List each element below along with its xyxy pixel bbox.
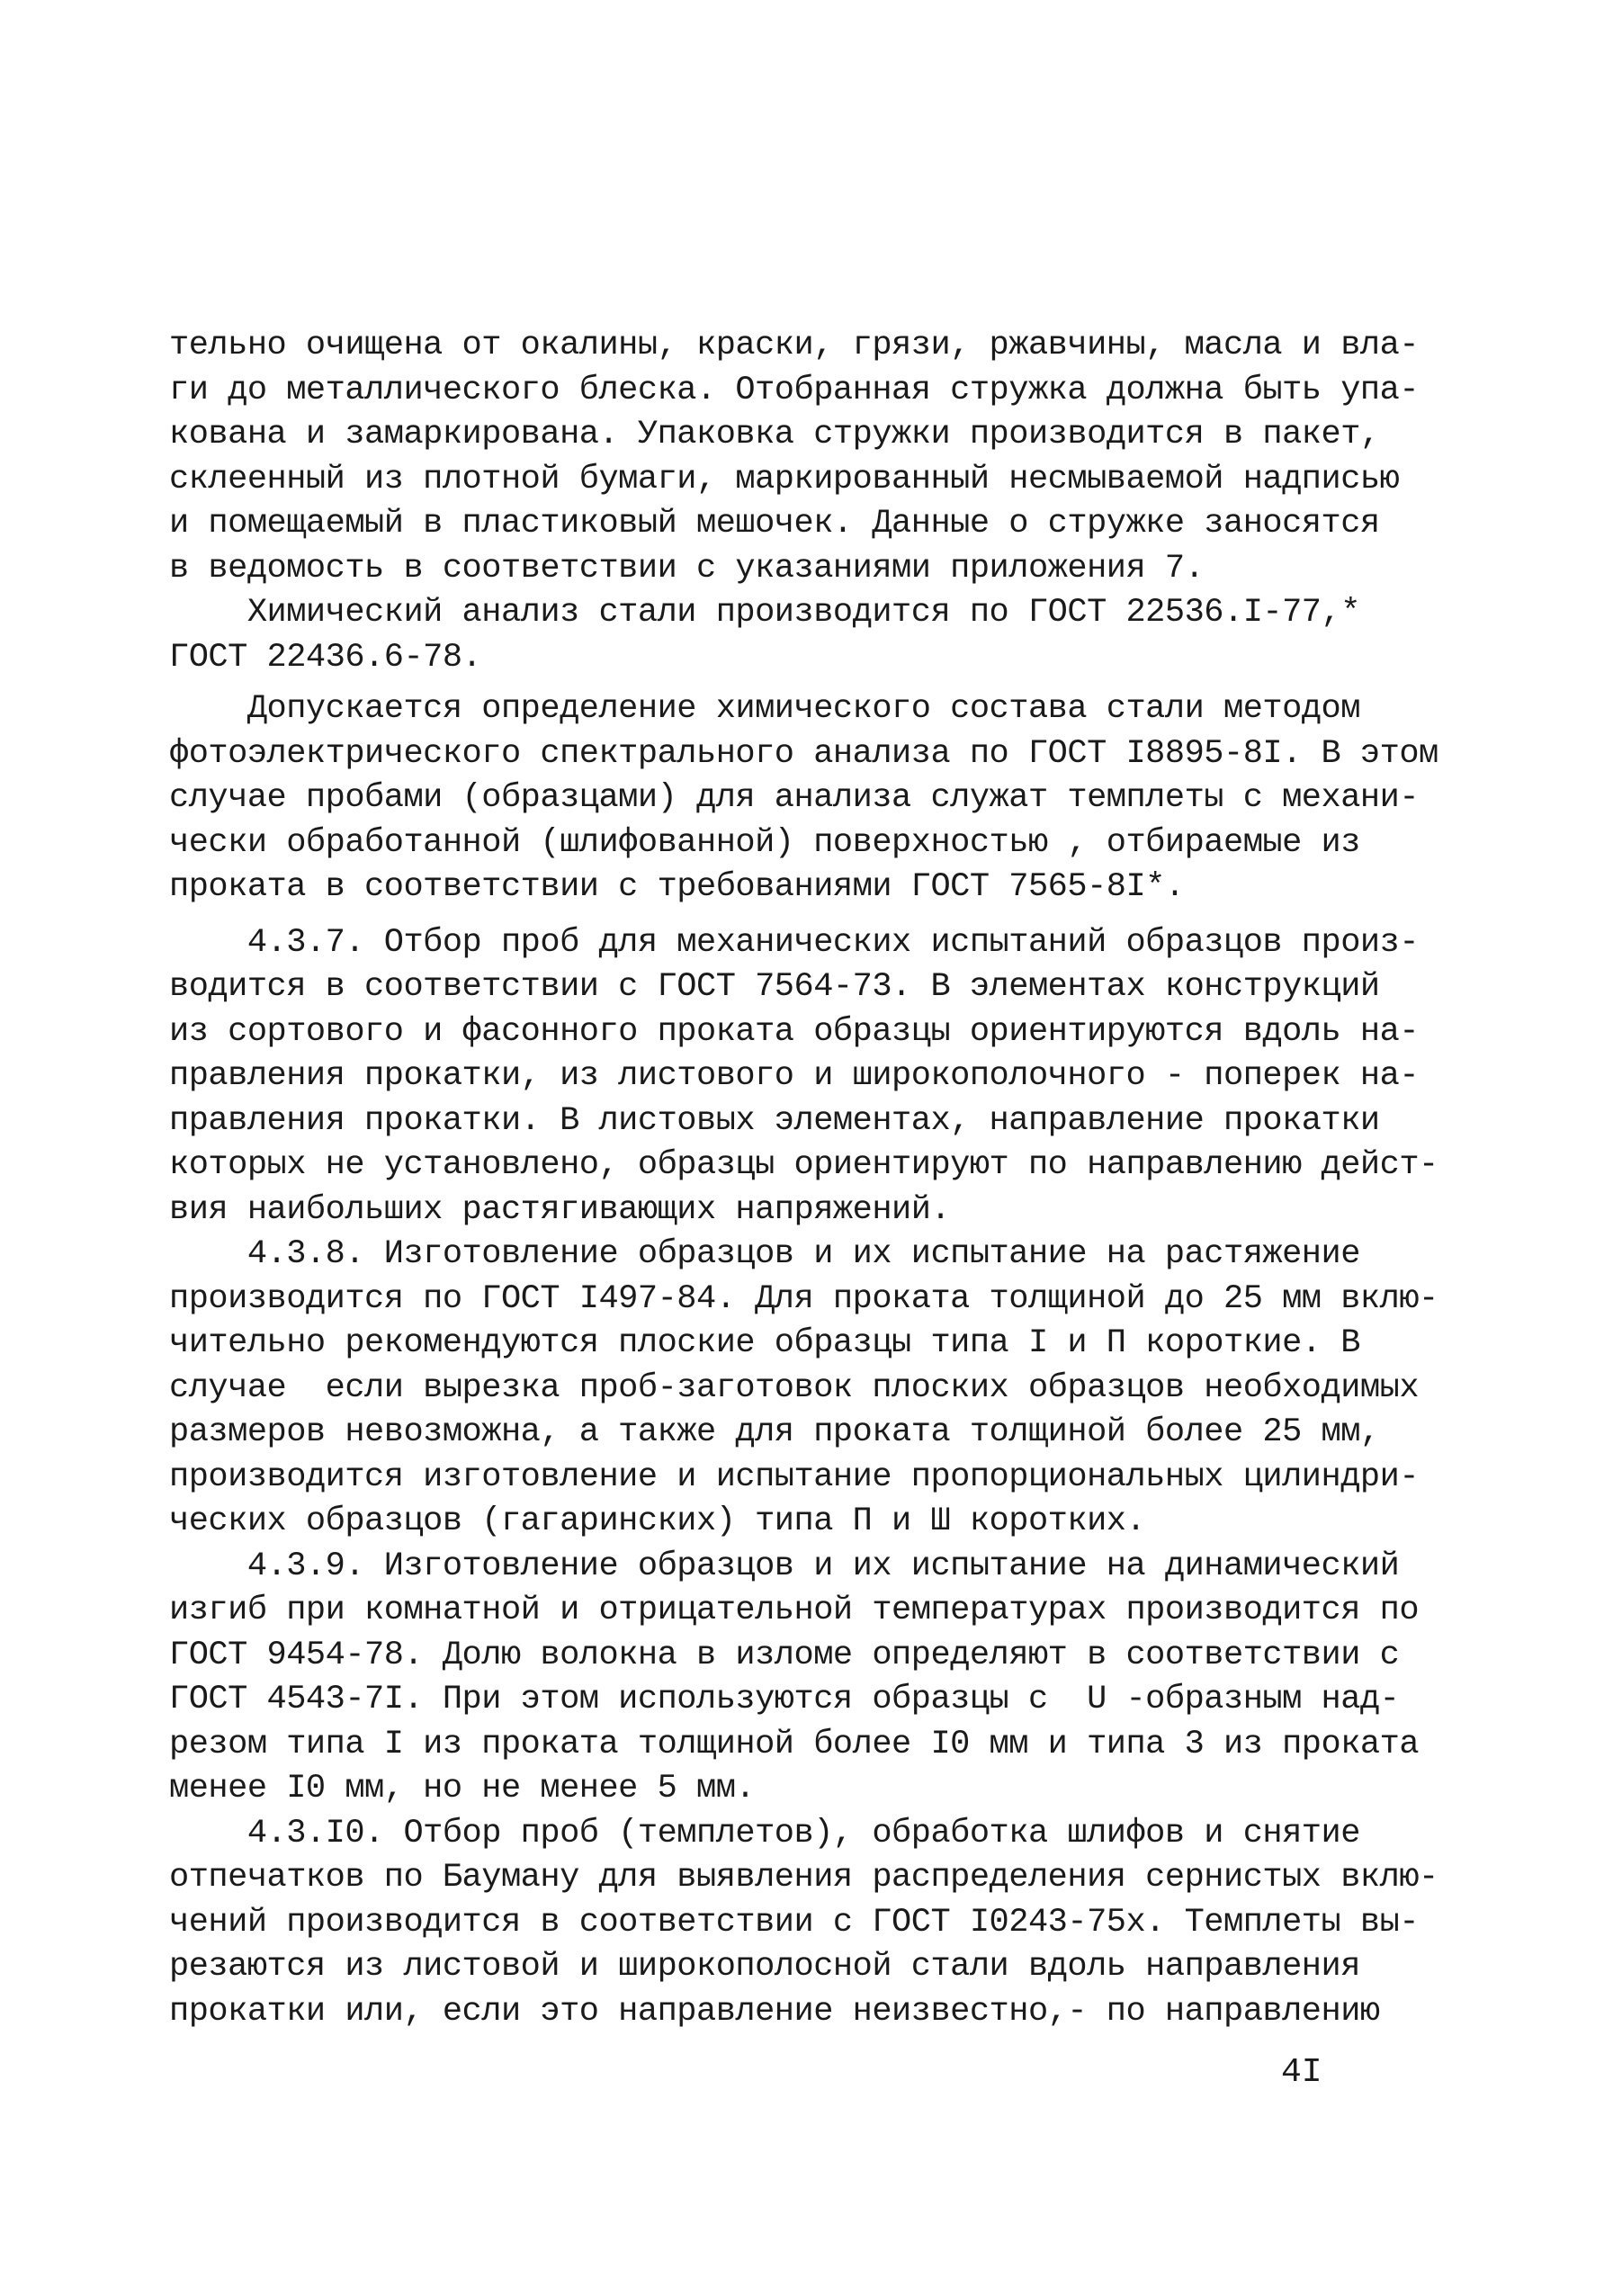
text-line: фотоэлектрического спектрального анализа по ГОСТ I8895-8I. В этом (169, 734, 1438, 773)
text-line: случае если вырезка проб-заготовок плоских образцов необходимых (169, 1368, 1420, 1407)
paragraph-4-3-8 (169, 1233, 1438, 1545)
text-line: и помещаемый в пластиковый мешочек. Данные о стружке заносятся (169, 505, 1380, 543)
text-line: кована и замаркирована. Упаковка стружки производится в пакет, (169, 416, 1380, 453)
text-line: чений производится в соответствии с ГОСТ I0243-75х. Темплеты вы- (169, 1903, 1420, 1942)
text-line: вия наибольших растягивающих напряжений. (169, 1190, 951, 1229)
text-line: тельно очищена от окалины, краски, грязи, ржавчины, масла и вла- (169, 327, 1420, 364)
text-line: 4.3.I0. Отбор проб (темплетов), обработка шлифов и снятие (169, 1814, 1360, 1852)
text-line: ческих образцов (гагаринских) типа П и Ш коротких. (169, 1502, 1146, 1540)
paragraph-3 (169, 687, 1438, 910)
text-line: правления прокатки, из листового и широкополочного - поперек на- (169, 1057, 1420, 1095)
paragraph-2 (169, 591, 1375, 680)
text-line: проката в соответствии с требованиями ГОСТ 7565-8I*. (169, 868, 1185, 906)
text-line: случае пробами (образцами) для анализа служат темплеты с механи- (169, 779, 1420, 817)
text-line: которых не установлено, образцы ориентируют по направлению дейст- (169, 1146, 1438, 1184)
text-line: в ведомость в соответствии с указаниями приложения 7. (169, 549, 1205, 587)
text-line: ги до металлического блеска. Отобранная стружка должна быть упа- (169, 371, 1420, 409)
text-line: Химический анализ стали производится по ГОСТ 22536.I-77,* (169, 594, 1360, 632)
body-text (169, 324, 1438, 2034)
text-line: размеров невозможна, а также для проката толщиной более 25 мм, (169, 1413, 1380, 1451)
text-line: менее I0 мм, но не менее 5 мм. (169, 1770, 756, 1807)
text-line: ГОСТ 22436.6-78. (169, 638, 482, 677)
text-line: водится в соответствии с ГОСТ 7564-73. В элементах конструкций (169, 968, 1380, 1006)
text-line: Допускается определение химического состава стали методом (169, 690, 1360, 728)
text-line: 4.3.8. Изготовление образцов и их испытание на растяжение (169, 1235, 1360, 1273)
paragraph-4-3-10 (169, 1812, 1438, 2035)
text-line: прокатки или, если это направление неизвестно,- по направлению (169, 1992, 1380, 2031)
text-line: правления прокатки. В листовых элементах, направление прокатки (169, 1101, 1380, 1140)
text-line: производится изготовление и испытание пропорциональных цилиндри- (169, 1457, 1420, 1496)
paragraph-1 (169, 324, 1420, 591)
text-line: ГОСТ 4543-7I. При этом используются образцы с U -образным над- (169, 1681, 1400, 1718)
text-line: ГОСТ 9454-78. Долю волокна в изломе определяют в соответствии с (169, 1636, 1400, 1674)
text-line: 4.3.7. Отбор проб для механических испытаний образцов произ- (169, 923, 1420, 962)
text-line: резом типа I из проката толщиной более I0 мм и типа 3 из проката (169, 1725, 1420, 1763)
text-line: изгиб при комнатной и отрицательной температурах производится по (169, 1592, 1420, 1629)
text-line: чески обработанной (шлифованной) поверхностью , отбираемые из (169, 823, 1360, 862)
text-line: 4.3.9. Изготовление образцов и их испытание на динамический (169, 1547, 1400, 1585)
text-line: отпечатков по Бауману для выявления распределения сернистых вклю- (169, 1859, 1438, 1897)
text-line: склеенный из плотной бумаги, маркированный несмываемой надписью (169, 460, 1400, 498)
text-line: производится по ГОСТ I497-84. Для проката толщиной до 25 мм вклю- (169, 1279, 1438, 1318)
text-line: резаются из листовой и широкополосной стали вдоль направления (169, 1948, 1360, 1986)
paragraph-4-3-7 (169, 921, 1438, 1233)
paragraph-4-3-9 (169, 1545, 1420, 1812)
page-number: 4I (1281, 2053, 1322, 2092)
text-line: чительно рекомендуются плоские образцы типа I и П короткие. В (169, 1324, 1360, 1362)
text-line: из сортового и фасонного проката образцы ориентируются вдоль на- (169, 1012, 1420, 1051)
